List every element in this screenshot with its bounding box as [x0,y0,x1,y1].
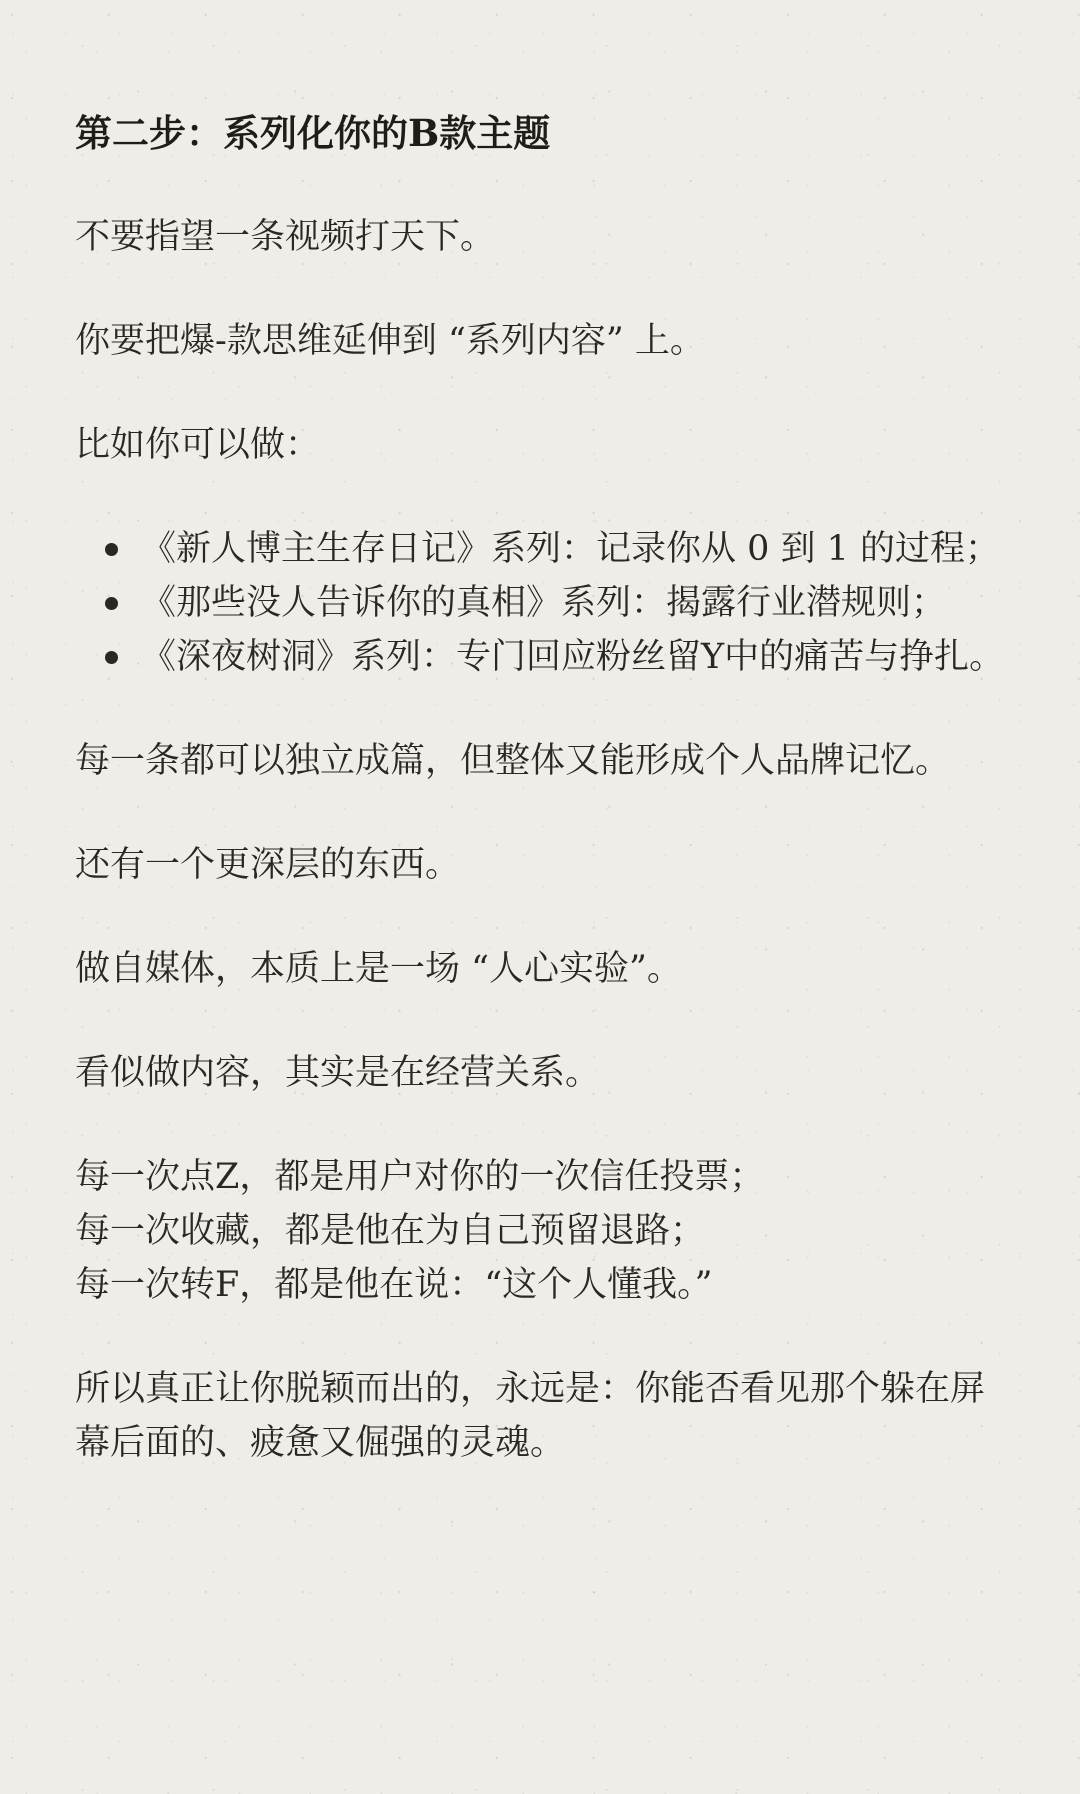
series-list [75,522,1005,684]
paragraph-closing: 所以真正让你脱颖而出的，永远是：你能否看见那个躲在屏幕后面的、疲惫又倔强的灵魂。 [75,1369,986,1463]
bullet-dot-icon [105,597,118,610]
list-item [77,522,1005,576]
list-item-text: 《深夜树洞》系列：专门回应粉丝留Y中的痛苦与挣扎。 [141,637,1005,677]
bullet-dot-icon [105,543,118,556]
paragraph-relationship: 看似做内容，其实是在经营关系。 [75,1053,601,1093]
section-heading: 第二步：系列化你的B款主题 [75,111,551,155]
paragraph-one-video: 不要指望一条视频打天下。 [75,217,496,257]
paragraph-for-example: 比如你可以做： [75,425,321,465]
list-item-text: 《那些没人告诉你的真相》系列：揭露行业潜规则； [141,583,947,623]
list-item [77,576,1005,630]
paragraph-votes [75,1150,1005,1312]
paragraph-deeper: 还有一个更深层的东西。 [75,845,461,885]
paragraph-human-experiment: 做自媒体，本质上是一场 “人心实验”。 [75,949,682,989]
paragraph-series-content: 你要把爆-款思维延伸到 “系列内容” 上。 [75,321,705,361]
bullet-dot-icon [105,651,118,664]
list-item [77,630,1005,684]
vote-line-favorite: 每一次收藏，都是他在为自己预留退路； [75,1211,706,1251]
vote-line-forward: 每一次转F，都是他在说：“这个人懂我。” [75,1265,713,1305]
vote-line-like: 每一次点Z，都是用户对你的一次信任投票； [75,1157,765,1197]
paragraph-brand-memory: 每一条都可以独立成篇，但整体又能形成个人品牌记忆。 [75,741,951,781]
list-item-text: 《新人博主生存日记》系列：记录你从 0 到 1 的过程； [141,529,1001,569]
